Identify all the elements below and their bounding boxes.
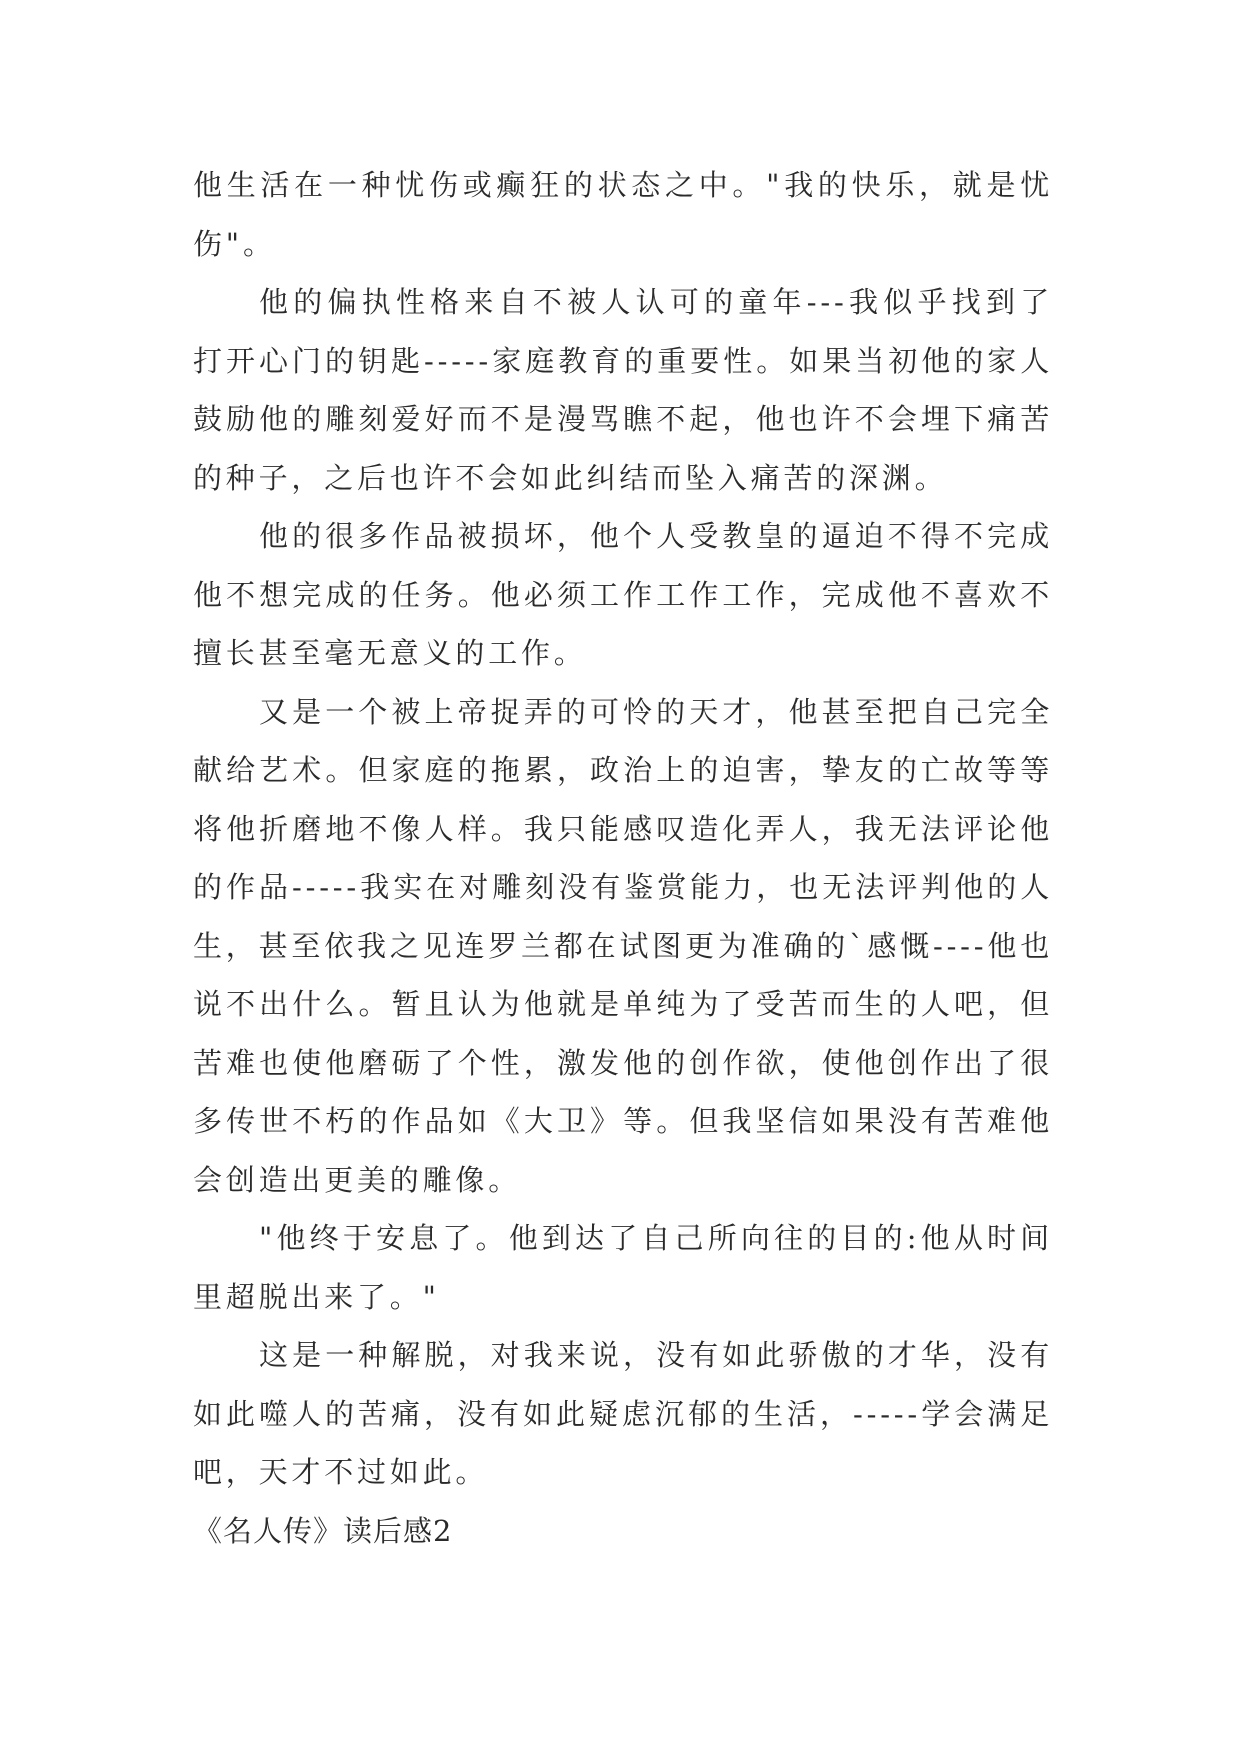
paragraph-4: 又是一个被上帝捉弄的可怜的天才，他甚至把自己完全献给艺术。但家庭的拖累，政治上的迫害，挚友的亡故等等将他折磨地不像人样。我只能感叹造化弄人，我无法评论他的作品-----我实在对雕刻没有鉴赏能力，也无法评判他的人生，甚至依我之见连罗兰都在试图更为准确的`感慨----他也说不出什么。暂且认为他就是单纯为了受苦而生的人吧，但苦难也使他磨砺了个性，激发他的创作欲，使他创作出了很多传世不朽的作品如《大卫》等。但我坚信如果没有苦难他会创造出更美的雕像。 — [193, 694, 1053, 1197]
paragraph-6: 这是一种解脱，对我来说，没有如此骄傲的才华，没有如此噬人的苦痛，没有如此疑虑沉郁的生活，-----学会满足吧，天才不过如此。 — [193, 1338, 1053, 1489]
paragraph-3: 他的很多作品被损坏，他个人受教皇的逼迫不得不完成他不想完成的任务。他必须工作工作工作，完成他不喜欢不擅长甚至毫无意义的工作。 — [193, 519, 1053, 670]
paragraph-2: 他的偏执性格来自不被人认可的童年---我似乎找到了打开心门的钥匙-----家庭教育的重要性。如果当初他的家人鼓励他的雕刻爱好而不是漫骂瞧不起，他也许不会埋下痛苦的种子，之后也许不会如此纠结而坠入痛苦的深渊。 — [193, 285, 1053, 495]
paragraph-1: 他生活在一种忧伤或癫狂的状态之中。"我的快乐，就是忧伤"。 — [193, 168, 1053, 261]
paragraph-5: "他终于安息了。他到达了自己所向往的目的:他从时间里超脱出来了。" — [193, 1221, 1053, 1314]
document-body — [193, 156, 1053, 1560]
section-subheading: 《名人传》读后感2 — [193, 1513, 453, 1548]
